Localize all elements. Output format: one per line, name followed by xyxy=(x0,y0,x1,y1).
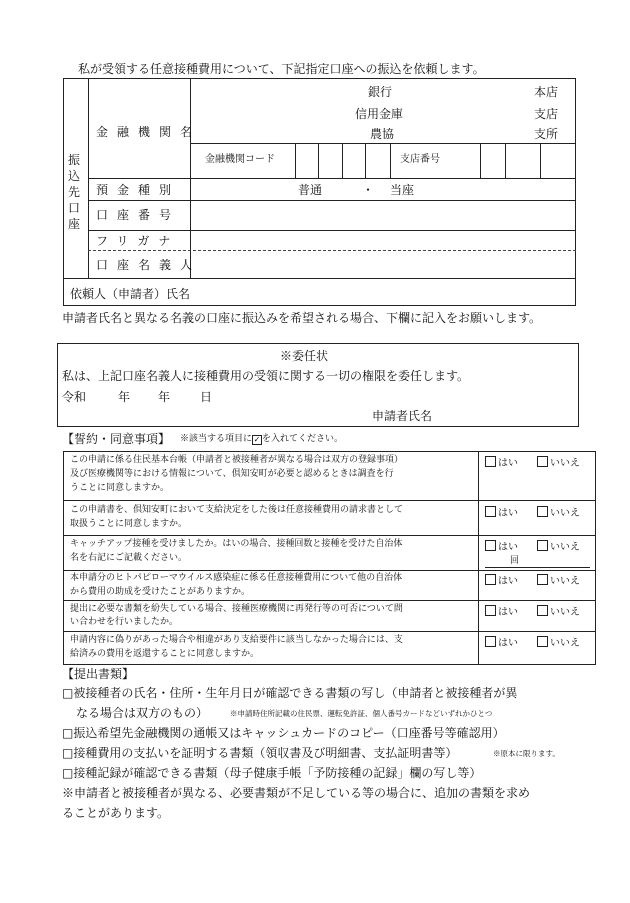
no-checkbox[interactable]: いいえ xyxy=(537,636,580,649)
checkbox-icon xyxy=(537,506,548,517)
document-item: □被接種者の氏名・住所・生年月日が確認できる書類の写し（申請者と被接種者が異 xyxy=(62,686,518,700)
furigana-label: フリガナ xyxy=(96,234,180,248)
checkbox-icon xyxy=(485,456,496,467)
consent-title: 【誓約・同意事項】 xyxy=(62,432,171,446)
holder-label: 口座名義人 xyxy=(96,258,202,272)
checkbox-icon xyxy=(485,605,496,616)
bank-name-label: 金融機関名 xyxy=(96,125,202,139)
yes-checkbox[interactable]: はい xyxy=(485,574,518,587)
delegation-title: ※委任状 xyxy=(280,349,329,363)
checkbox-icon xyxy=(485,574,496,585)
date-year: 年 xyxy=(118,390,131,404)
branch-type-main: 本店 xyxy=(534,85,559,99)
yes-checkbox[interactable]: はい xyxy=(485,506,518,519)
bank-type-shinkin: 信用金庫 xyxy=(355,107,404,121)
delegation-applicant-name: 申請者氏名 xyxy=(372,409,433,423)
deposit-type-label: 預金種別 xyxy=(96,183,181,197)
branch-no-label: 支店番号 xyxy=(400,154,440,165)
checkbox-icon xyxy=(537,456,548,467)
no-checkbox[interactable]: いいえ xyxy=(537,605,580,618)
date-month: 年 xyxy=(158,390,171,404)
bank-type-bank: 銀行 xyxy=(368,85,393,99)
documents-footnote: ※申請者と被接種者が異なる、必要書類が不足している等の場合に、追加の書類を求め xyxy=(62,786,531,800)
account-side-label: 振込先口座 xyxy=(68,153,81,231)
no-checkbox[interactable]: いいえ xyxy=(537,574,580,587)
date-day: 日 xyxy=(200,390,213,404)
deposit-type-ordinary: 普通 xyxy=(298,183,323,197)
checkbox-icon xyxy=(485,540,496,551)
intro-text: 私が受領する任意接種費用について、下記指定口座への振込を依頼します。 xyxy=(78,62,485,76)
bank-type-nokyo: 農協 xyxy=(370,127,395,141)
date-era: 令和 xyxy=(62,390,87,404)
delegation-body: 私は、上記口座名義人に接種費用の受領に関する一切の権限を委任します。 xyxy=(62,369,470,383)
checkbox-icon xyxy=(485,506,496,517)
branch-type-branch: 支店 xyxy=(534,107,559,121)
no-checkbox[interactable]: いいえ xyxy=(537,540,580,553)
checkbox-icon xyxy=(537,605,548,616)
documents-title: 【提出書類】 xyxy=(62,667,135,681)
different-name-note: 申請者氏名と異なる名義の口座に振込みを希望される場合、下欄に記入をお願いします。 xyxy=(62,311,542,325)
times-input-line[interactable] xyxy=(485,567,590,568)
checkbox-icon xyxy=(537,636,548,647)
checkbox-icon xyxy=(485,636,496,647)
documents-footnote-cont: ることがあります。 xyxy=(62,806,170,820)
branch-type-office: 支所 xyxy=(534,127,559,141)
bank-code-label: 金融機関コード xyxy=(205,154,275,165)
document-item: □接種費用の支払いを証明する書類（領収書及び明細書、支払証明書等） xyxy=(62,746,458,760)
applicant-label: 依頼人（申請者）氏名 xyxy=(70,287,191,301)
account-no-label: 口座番号 xyxy=(96,208,181,222)
checked-box-icon: ✓ xyxy=(253,435,261,444)
checkbox-icon xyxy=(537,540,548,551)
document-item-cont: なる場合は双方のもの） xyxy=(76,706,209,720)
yes-checkbox[interactable]: はい xyxy=(485,605,518,618)
checkbox-icon xyxy=(537,574,548,585)
times-label: 回 xyxy=(510,556,520,566)
document-item-note: ※原本に限ります。 xyxy=(493,749,560,758)
document-item: □振込希望先金融機関の通帳又はキャッシュカードのコピー（口座番号等確認用） xyxy=(62,726,505,740)
no-checkbox[interactable]: いいえ xyxy=(537,506,580,519)
no-checkbox[interactable]: いいえ xyxy=(537,456,580,469)
yes-checkbox[interactable]: はい xyxy=(485,456,518,469)
document-item-note: ※申請時住所記載の住民票、運転免許証、個人番号カードなどいずれかひとつ xyxy=(230,709,493,718)
deposit-type-current: 当座 xyxy=(390,183,415,197)
deposit-type-sep: ・ xyxy=(362,183,375,197)
yes-checkbox[interactable]: はい xyxy=(485,636,518,649)
yes-checkbox[interactable]: はい xyxy=(485,540,518,553)
document-item: □接種記録が確認できる書類（母子健康手帳「予防接種の記録」欄の写し等） xyxy=(62,766,482,780)
consent-note: ※該当する項目に ✓ を入れてください。 xyxy=(180,434,344,444)
